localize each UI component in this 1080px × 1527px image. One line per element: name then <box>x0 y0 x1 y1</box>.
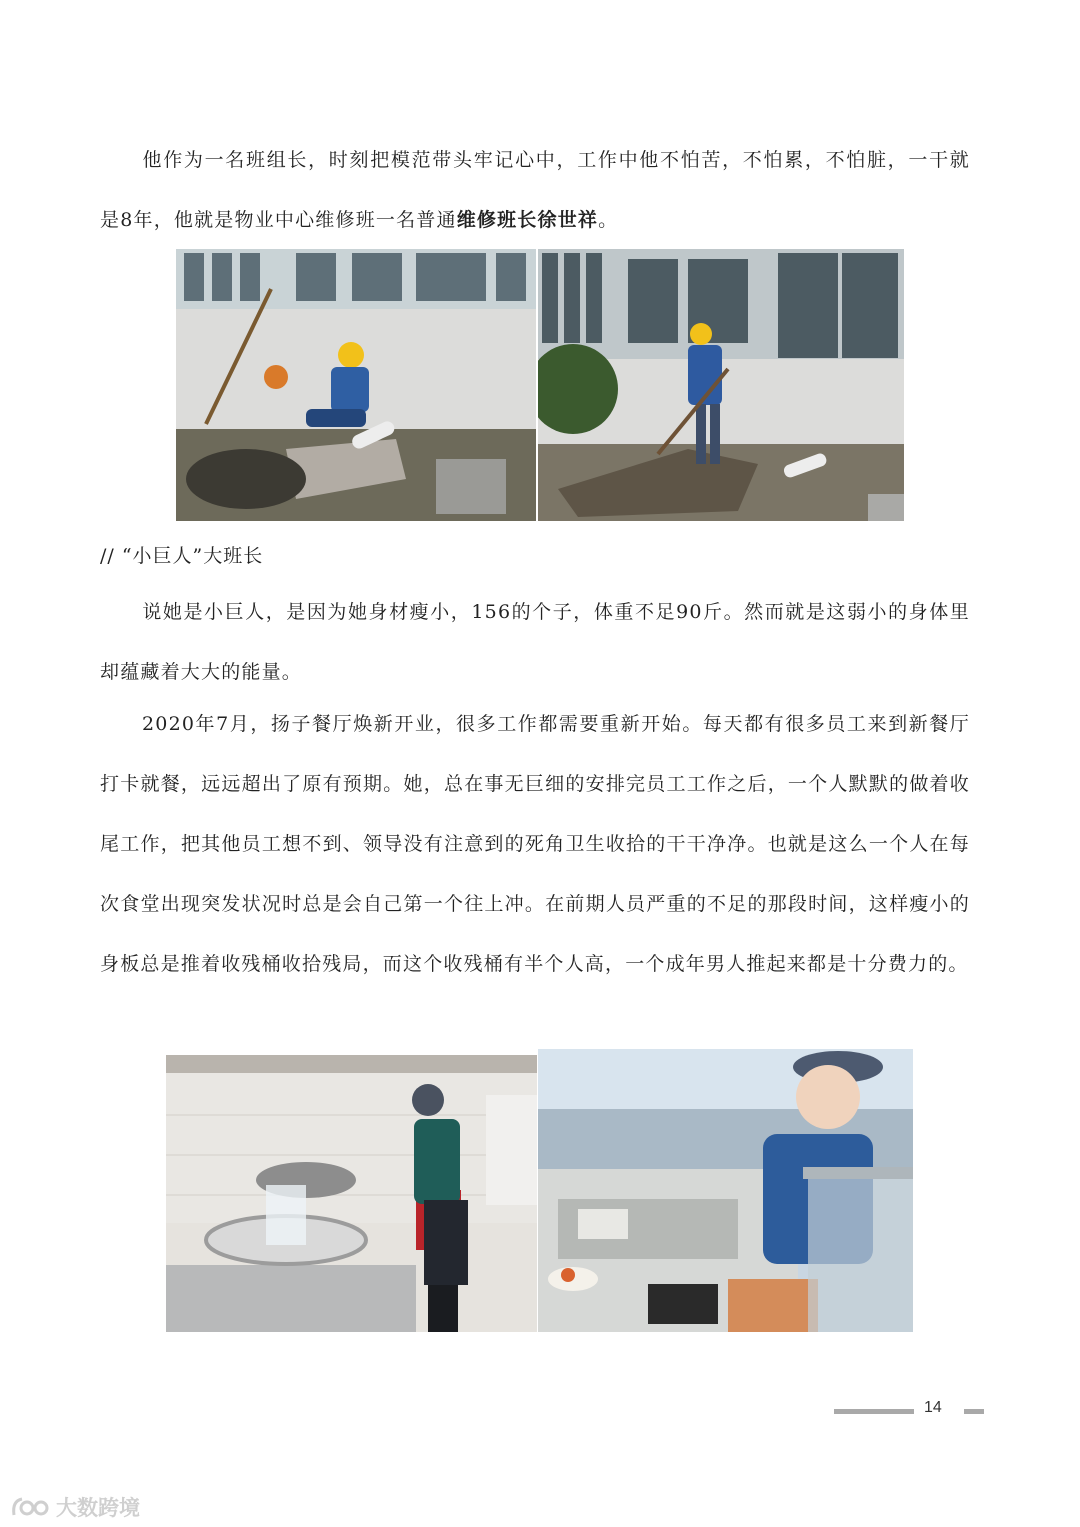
paragraph-intro <box>100 130 970 250</box>
paragraph-intro-tail: 。 <box>598 209 619 231</box>
photo-worker-repairing-pipe <box>176 249 536 521</box>
photo-kitchen-worker-cleaning <box>166 1055 537 1332</box>
photo-worker-digging-soil <box>538 249 904 521</box>
footer-bar-left <box>834 1409 914 1414</box>
paragraph-canteen <box>100 694 970 994</box>
photo-canteen-server <box>538 1049 913 1332</box>
page-number: 14 <box>924 1399 942 1416</box>
paragraph-canteen-text: 2020年7月，扬子餐厅焕新开业，很多工作都需要重新开始。每天都有很多员工来到新餐厅打卡就餐，远远超出了原有预期。她，总在事无巨细的安排完员工工作之后，一个人默默的做着收尾工作，把其他员工想不到、领导没有注意到的死角卫生收拾的干干净净。也就是这么一个人在每次食堂出现突发状况时总是会自己第一个往上冲。在前期人员严重的不足的那段时间，这样瘦小的身板总是推着收残桶收拾残局，而这个收残桶有半个人高，一个成年男人推起来都是十分费力的。 <box>100 713 970 975</box>
paragraph-little-giant <box>100 582 970 702</box>
paragraph-intro-text: 他作为一名班组长，时刻把模范带头牢记心中，工作中他不怕苦，不怕累，不怕脏，一干就是8年，他就是物业中心维修班一名普通 <box>100 149 970 231</box>
paragraph-intro-emphasis: 维修班长徐世祥 <box>456 209 599 231</box>
watermark-text: 大数跨境 <box>56 1496 140 1520</box>
paragraph-little-giant-text: 说她是小巨人，是因为她身材瘦小，156的个子，体重不足90斤。然而就是这弱小的身体里却蕴藏着大大的能量。 <box>100 601 970 683</box>
section-heading: // “小巨人”大班长 <box>100 545 264 567</box>
footer-bar-right <box>964 1409 984 1414</box>
watermark <box>10 1492 140 1522</box>
watermark-logo-icon <box>10 1495 50 1519</box>
